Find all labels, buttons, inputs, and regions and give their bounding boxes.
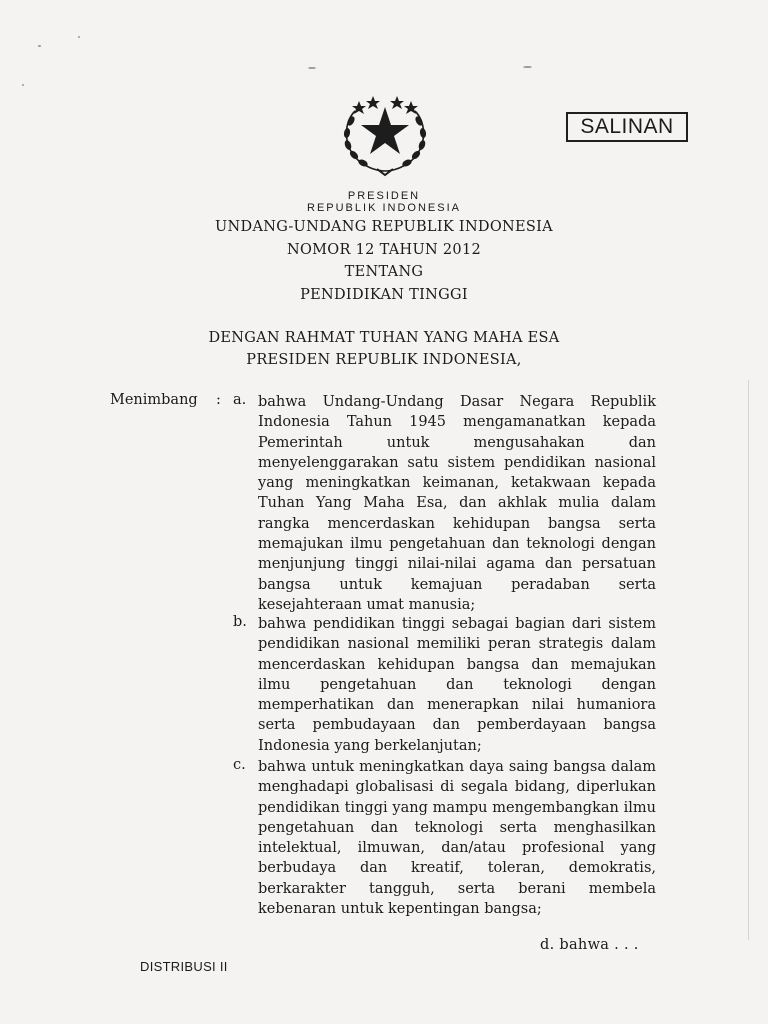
paragraph-line: bahwa pendidikan tinggi sebagai bagian dari sistem: [258, 616, 656, 632]
scan-speck: [78, 36, 80, 38]
paragraph-line: menghadapi globalisasi di segala bidang, diperlukan: [258, 779, 656, 796]
paragraph-line: pendidikan tinggi yang mampu mengembangkan ilmu: [258, 799, 656, 816]
item-letter-b: b.: [233, 614, 247, 630]
paragraph-line: Tuhan Yang Maha Esa, dan akhlak mulia dalam: [258, 495, 656, 512]
paragraph-line: rangka mencerdaskan kehidupan bangsa serta: [258, 515, 656, 532]
paragraph-line: berbudaya dan kreatif, toleran, demokratis,: [258, 860, 656, 877]
paragraph-line: berkarakter tangguh, serta berani membela: [258, 880, 656, 897]
distribution-label: DISTRIBUSI II: [140, 959, 228, 974]
paragraph-line: Indonesia yang berkelanjutan;: [258, 737, 482, 754]
tentang-heading: TENTANG: [344, 264, 424, 280]
paragraph-line: bahwa untuk meningkatkan daya saing bangsa dalam: [258, 759, 656, 775]
law-number: NOMOR 12 TAHUN 2012: [286, 242, 481, 258]
paragraph-line: bangsa untuk kemajuan peradaban serta: [258, 576, 656, 593]
rahmat-line: DENGAN RAHMAT TUHAN YANG MAHA ESA: [208, 330, 560, 346]
republik-heading: REPUBLIK INDONESIA: [307, 202, 461, 214]
paragraph-line: menjunjung tinggi nilai-nilai agama dan persatuan: [258, 556, 656, 573]
law-subject: PENDIDIKAN TINGGI: [300, 287, 468, 303]
salinan-stamp: SALINAN: [566, 112, 688, 142]
item-letter-c: c.: [233, 757, 246, 773]
paragraph-line: pengetahuan dan teknologi serta menghasilkan: [258, 819, 656, 836]
presidential-emblem-icon: [333, 93, 437, 177]
paragraph-line: kebenaran untuk kepentingan bangsa;: [258, 901, 542, 918]
menimbang-label: Menimbang: [110, 392, 198, 408]
presiden-ri-line: PRESIDEN REPUBLIK INDONESIA,: [246, 352, 522, 368]
paragraph-line: ilmu pengetahuan dan teknologi dengan: [258, 676, 656, 693]
paragraph-line: intelektual, ilmuwan, dan/atau profesional yang: [258, 840, 656, 857]
scan-speck: [38, 45, 41, 47]
scan-edge-line: [748, 380, 749, 940]
law-title: UNDANG-UNDANG REPUBLIK INDONESIA: [215, 219, 553, 235]
presiden-heading: PRESIDEN: [347, 190, 421, 202]
consideration-paragraph-a: [258, 392, 656, 615]
paragraph-line: serta pembudayaan dan pemberdayaan bangsa: [258, 717, 656, 734]
page-continuation: d. bahwa . . .: [540, 937, 639, 953]
paragraph-line: memperhatikan dan menerapkan nilai humaniora: [258, 697, 656, 714]
paragraph-line: menyelenggarakan satu sistem pendidikan nasional: [258, 454, 656, 471]
consideration-paragraph-c: [258, 757, 656, 919]
scan-speck: [523, 66, 532, 68]
paragraph-line: memajukan ilmu pengetahuan dan teknologi dengan: [258, 536, 656, 553]
scan-speck: [308, 67, 316, 69]
paragraph-line: pendidikan nasional memiliki peran strategis dalam: [258, 636, 656, 653]
menimbang-colon: :: [216, 392, 221, 408]
paragraph-line: Indonesia Tahun 1945 mengamanatkan kepada: [258, 414, 656, 431]
paragraph-line: bahwa Undang-Undang Dasar Negara Republik: [258, 394, 656, 410]
scan-speck: [22, 84, 24, 86]
item-letter-a: a.: [233, 392, 247, 408]
paragraph-line: yang meningkatkan keimanan, ketakwaan kepada: [258, 475, 656, 492]
consideration-paragraph-b: [258, 614, 656, 756]
paragraph-line: mencerdaskan kehidupan bangsa dan memajukan: [258, 656, 656, 673]
paragraph-line: kesejahteraan umat manusia;: [258, 596, 476, 613]
paragraph-line: Pemerintah untuk mengusahakan dan: [258, 434, 656, 451]
